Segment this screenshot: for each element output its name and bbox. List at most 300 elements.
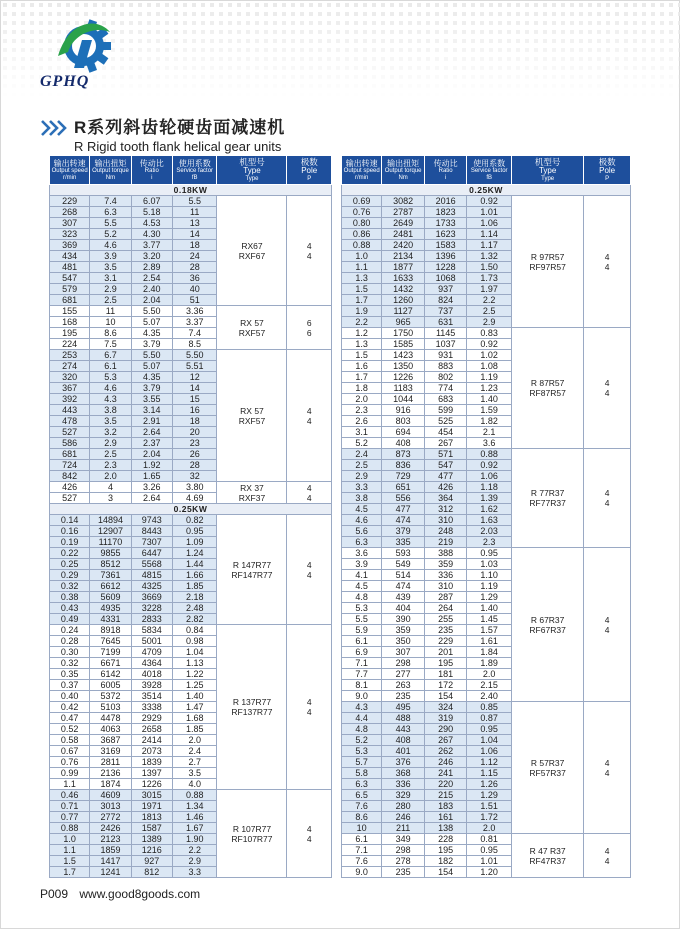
data-cell: 3.77 [131,240,172,251]
data-cell: 6.3 [342,537,382,548]
model-type: RF77R37 [529,498,566,508]
data-cell: 2.1 [467,427,512,438]
data-cell: 1.57 [467,625,512,636]
data-cell: 195 [50,328,90,339]
data-cell: 2658 [131,724,172,735]
data-cell: 220 [424,779,467,790]
data-cell: 7.5 [90,339,131,350]
data-cell: 219 [424,537,467,548]
section-title [40,118,285,155]
data-cell: 803 [382,416,425,427]
data-cell: 195 [424,658,467,669]
data-cell: 1.68 [172,713,217,724]
data-cell: 599 [424,405,467,416]
header-symbol: Type [245,175,259,182]
model-type: R 97R57 [530,251,565,262]
data-cell: 1.17 [467,240,512,251]
pole-value: 4 [306,569,312,580]
data-cell: 434 [50,251,90,262]
data-cell: 4.6 [342,515,382,526]
data-cell: 1.92 [131,460,172,471]
data-cell: 1.1 [50,845,90,856]
pole-value: 4 [604,624,610,635]
table-row [50,482,332,493]
model-type-cell [217,625,287,790]
data-cell: 1.15 [467,768,512,779]
data-cell: 253 [50,350,90,361]
data-cell: 235 [424,625,467,636]
header-symbol: fB [486,175,493,181]
data-cell: 3.6 [467,438,512,449]
data-cell: 5.3 [342,603,382,614]
data-cell: 5.8 [342,768,382,779]
header-en: Type [243,166,261,176]
data-cell: 3013 [90,801,131,812]
data-cell: 392 [50,394,90,405]
data-cell: 215 [424,790,467,801]
data-cell: 1.29 [467,790,512,801]
data-cell: 0.38 [50,592,90,603]
data-cell: 3.20 [131,251,172,262]
data-cell: 2.04 [131,449,172,460]
data-cell: 3.26 [131,482,172,493]
data-cell: 1.19 [467,372,512,383]
data-cell: 1241 [90,867,131,878]
header-en: Pole [599,166,616,176]
data-cell: 1.82 [467,416,512,427]
data-cell: 267 [424,438,467,449]
data-cell: 401 [382,746,425,757]
data-cell: 7.6 [342,801,382,812]
data-cell: 6142 [90,669,131,680]
header-cn: 输出转速 [345,159,378,168]
data-cell: 2.37 [131,438,172,449]
header-en: Ratio [438,168,453,174]
data-cell: 3928 [131,680,172,691]
data-cell: 1.85 [172,724,217,735]
data-cell: 51 [172,295,217,306]
data-cell: 1.67 [172,823,217,834]
header-symbol: i [444,175,447,181]
data-cell: 1587 [131,823,172,834]
data-cell: 1.7 [50,867,90,878]
data-cell: 3.36 [172,306,217,317]
data-cell: 0.88 [50,823,90,834]
data-cell: 6.1 [342,834,382,845]
data-cell: 527 [50,493,90,504]
data-cell: 439 [382,592,425,603]
model-type: RXF57 [238,327,266,338]
data-cell: 454 [424,427,467,438]
data-cell: 5609 [90,592,131,603]
data-cell: 1.90 [172,834,217,845]
data-cell: 0.46 [50,790,90,801]
data-cell: 1839 [131,757,172,768]
data-cell: 3669 [131,592,172,603]
data-cell: 6005 [90,680,131,691]
data-cell: 1.59 [467,405,512,416]
model-type: RF67R37 [529,624,566,635]
data-cell: 2.89 [131,262,172,273]
data-cell: 2.3 [342,405,382,416]
data-cell: 4.6 [90,383,131,394]
data-cell: 2.82 [172,614,217,625]
data-cell: 1750 [382,328,425,339]
data-cell: 1432 [382,284,425,295]
data-cell: 7.4 [90,196,131,207]
data-cell: 5.7 [342,757,382,768]
model-type: RX 57 [240,317,264,328]
pole-cell [584,449,631,548]
data-cell: 8.1 [342,680,382,691]
model-type-cell [217,306,287,350]
data-cell: 681 [50,295,90,306]
header-cn: 输出扭矩 [387,159,420,168]
data-cell: 379 [382,526,425,537]
data-cell: 824 [424,295,467,306]
data-cell: 3.2 [90,427,131,438]
data-cell: 1.01 [467,207,512,218]
data-cell: 1423 [382,350,425,361]
data-cell: 8918 [90,625,131,636]
data-cell: 1.09 [172,537,217,548]
power-row [50,185,332,196]
data-cell: 1.03 [467,559,512,570]
pole-cell [287,482,332,504]
data-cell: 1.1 [50,779,90,790]
model-type: R 67R37 [530,614,565,625]
pole-value: 4 [306,833,312,844]
model-type-cell [217,196,287,306]
data-cell: 14 [172,229,217,240]
data-cell: 1.40 [467,394,512,405]
data-cell: 10 [90,317,131,328]
model-type: RF87R57 [529,388,566,398]
model-type-cell [217,790,287,878]
data-cell: 2420 [382,240,425,251]
data-cell: 4815 [131,570,172,581]
data-cell: 1.61 [467,636,512,647]
pole-cell [287,350,332,482]
data-cell: 40 [172,284,217,295]
data-cell: 4478 [90,713,131,724]
data-cell: 1183 [382,383,425,394]
data-cell: 336 [424,570,467,581]
pole-cell [584,328,631,449]
data-cell: 1.06 [467,471,512,482]
data-cell: 2073 [131,746,172,757]
data-cell: 0.42 [50,702,90,713]
header-symbol: r/min [355,175,369,181]
data-cell: 2016 [424,196,467,207]
data-cell: 883 [424,361,467,372]
data-cell: 8.6 [342,812,382,823]
data-cell: 0.49 [50,614,90,625]
data-cell: 426 [424,482,467,493]
table-row [342,548,631,559]
table-row [50,790,332,801]
data-cell: 5.3 [90,372,131,383]
data-cell: 2.0 [467,823,512,834]
data-cell: 0.83 [467,328,512,339]
data-cell: 0.95 [172,526,217,537]
data-cell: 235 [382,691,425,702]
data-cell: 154 [424,867,467,878]
data-cell: 307 [382,647,425,658]
data-cell: 388 [424,548,467,559]
model-type: RF107R77 [231,833,273,844]
data-cell: 842 [50,471,90,482]
data-cell: 916 [382,405,425,416]
data-cell: 0.28 [50,636,90,647]
model-type: RX67 [241,240,263,251]
data-cell: 1.26 [467,779,512,790]
data-cell: 4.8 [342,592,382,603]
data-cell: 1.14 [467,229,512,240]
data-cell: 556 [382,493,425,504]
data-cell: 0.71 [50,801,90,812]
data-cell: 4.6 [90,240,131,251]
data-cell: 1226 [131,779,172,790]
data-cell: 2481 [382,229,425,240]
data-cell: 267 [424,735,467,746]
data-cell: 2.3 [467,537,512,548]
data-cell: 1.73 [467,273,512,284]
data-cell: 10 [342,823,382,834]
data-cell: 390 [382,614,425,625]
data-cell: 2.9 [172,856,217,867]
data-cell: 349 [382,834,425,845]
data-cell: 2.5 [90,295,131,306]
data-cell: 5.6 [342,526,382,537]
data-cell: 4.5 [342,504,382,515]
website-url: www.good8goods.com [79,887,201,901]
data-cell: 2.03 [467,526,512,537]
data-cell: 4709 [131,647,172,658]
data-cell: 172 [424,680,467,691]
data-cell: 2772 [90,812,131,823]
table-row [342,834,631,845]
data-cell: 1.04 [172,647,217,658]
data-cell: 359 [382,625,425,636]
data-cell: 408 [382,735,425,746]
data-cell: 183 [424,801,467,812]
data-cell: 4.30 [131,229,172,240]
data-cell: 5.50 [172,350,217,361]
data-cell: 965 [382,317,425,328]
data-cell: 1260 [382,295,425,306]
data-cell: 1389 [131,834,172,845]
table-row [50,196,332,207]
data-cell: 408 [382,438,425,449]
data-cell: 1.5 [342,350,382,361]
pole-value: 4 [306,707,312,717]
data-cell: 0.69 [342,196,382,207]
data-cell: 2.0 [342,394,382,405]
data-cell: 2.64 [131,427,172,438]
data-cell: 0.87 [467,713,512,724]
data-cell: 1.04 [467,735,512,746]
data-cell: 4.8 [342,724,382,735]
header-cn: 机型号 [239,157,265,168]
data-cell: 3.8 [342,493,382,504]
model-type: R 47 R37 [529,845,566,856]
data-cell: 3.79 [131,339,172,350]
column-header [172,156,217,185]
model-type-cell [512,449,584,548]
data-cell: 154 [424,691,467,702]
column-header [424,156,467,185]
data-cell: 443 [50,405,90,416]
data-cell: 9.0 [342,691,382,702]
data-cell: 927 [131,856,172,867]
data-cell: 0.95 [467,724,512,735]
model-type: RF57R37 [529,767,566,778]
header-en: Output torque [92,168,129,174]
column-header [382,156,425,185]
data-cell: 0.43 [50,603,90,614]
data-cell: 1.22 [172,669,217,680]
data-cell: 1.0 [342,251,382,262]
data-cell: 0.92 [467,339,512,350]
table-header-row [50,156,332,185]
data-cell: 5.5 [90,218,131,229]
pole-cell [584,702,631,834]
data-cell: 3338 [131,702,172,713]
data-cell: 14894 [90,515,131,526]
model-type: R 137R77 [232,697,272,707]
pole-value: 4 [604,498,610,508]
data-cell: 312 [424,504,467,515]
data-cell: 3514 [131,691,172,702]
header-cn: 极数 [300,157,318,168]
pole-value: 4 [306,240,312,251]
data-cell: 5.50 [131,306,172,317]
data-cell: 26 [172,449,217,460]
data-cell: 3.9 [342,559,382,570]
data-cell: 336 [382,779,425,790]
pole-value: 4 [604,855,610,866]
data-cell: 2.0 [90,471,131,482]
data-cell: 1.06 [467,746,512,757]
data-cell: 2.9 [90,438,131,449]
data-cell: 1.84 [467,647,512,658]
data-cell: 298 [382,845,425,856]
model-type: RF97R57 [529,261,566,272]
data-cell: 6.07 [131,196,172,207]
data-cell: 525 [424,416,467,427]
data-cell: 3.79 [131,383,172,394]
data-cell: 0.84 [172,625,217,636]
data-cell: 4 [90,482,131,493]
pole-value: 4 [306,482,312,493]
header-cn: 传动比 [139,159,164,168]
data-cell: 2.4 [342,449,382,460]
data-cell: 694 [382,427,425,438]
data-cell: 367 [50,383,90,394]
data-cell: 5.2 [342,438,382,449]
data-cell: 369 [50,240,90,251]
data-cell: 2.4 [172,746,217,757]
table-row [50,350,332,361]
data-cell: 18 [172,416,217,427]
data-cell: 2123 [90,834,131,845]
data-cell: 474 [382,515,425,526]
data-cell: 2.2 [172,845,217,856]
data-cell: 1.01 [467,856,512,867]
column-header [50,156,90,185]
page-number: P009 [40,887,69,901]
data-cell: 268 [50,207,90,218]
data-cell: 224 [50,339,90,350]
model-type: R 87R57 [530,378,565,388]
data-cell: 1.08 [467,361,512,372]
header-cn: 使用系数 [178,159,211,168]
model-type-cell [217,350,287,482]
data-cell: 0.30 [50,647,90,658]
data-cell: 3.37 [172,317,217,328]
data-cell: 2.64 [131,493,172,504]
data-cell: 1.32 [467,251,512,262]
pole-cell [287,625,332,790]
data-cell: 4.3 [342,702,382,713]
data-cell: 280 [382,801,425,812]
data-cell: 0.99 [50,768,90,779]
data-cell: 631 [424,317,467,328]
left-spec-table [49,155,332,878]
data-cell: 12 [172,372,217,383]
data-cell: 1.40 [467,603,512,614]
data-cell: 4.4 [342,713,382,724]
data-cell: 6.9 [342,647,382,658]
data-cell: 1.62 [467,504,512,515]
data-cell: 5.3 [342,746,382,757]
data-cell: 1.29 [467,592,512,603]
column-header [584,156,631,185]
data-cell: 1.23 [467,383,512,394]
data-cell: 4325 [131,581,172,592]
header-en: Service factor [176,168,214,174]
data-cell: 549 [382,559,425,570]
table-row [50,306,332,317]
data-cell: 5.07 [131,361,172,372]
data-cell: 443 [382,724,425,735]
power-row [342,185,631,196]
data-cell: 3.5 [90,262,131,273]
data-cell: 4.53 [131,218,172,229]
data-cell: 0.92 [467,196,512,207]
data-cell: 836 [382,460,425,471]
data-cell: 812 [131,867,172,878]
data-cell: 3.55 [131,394,172,405]
table-row [342,702,631,713]
header-symbol: i [151,175,153,181]
data-cell: 5.50 [131,350,172,361]
data-cell: 0.58 [50,735,90,746]
column-header [342,156,382,185]
data-cell: 477 [424,471,467,482]
data-cell: 32 [172,471,217,482]
data-cell: 16 [172,405,217,416]
data-cell: 28 [172,460,217,471]
data-cell: 729 [382,471,425,482]
data-cell: 13 [172,218,217,229]
data-cell: 2.91 [131,416,172,427]
data-cell: 2.9 [342,471,382,482]
data-cell: 6.1 [342,636,382,647]
column-header [467,156,512,185]
data-cell: 3 [90,493,131,504]
